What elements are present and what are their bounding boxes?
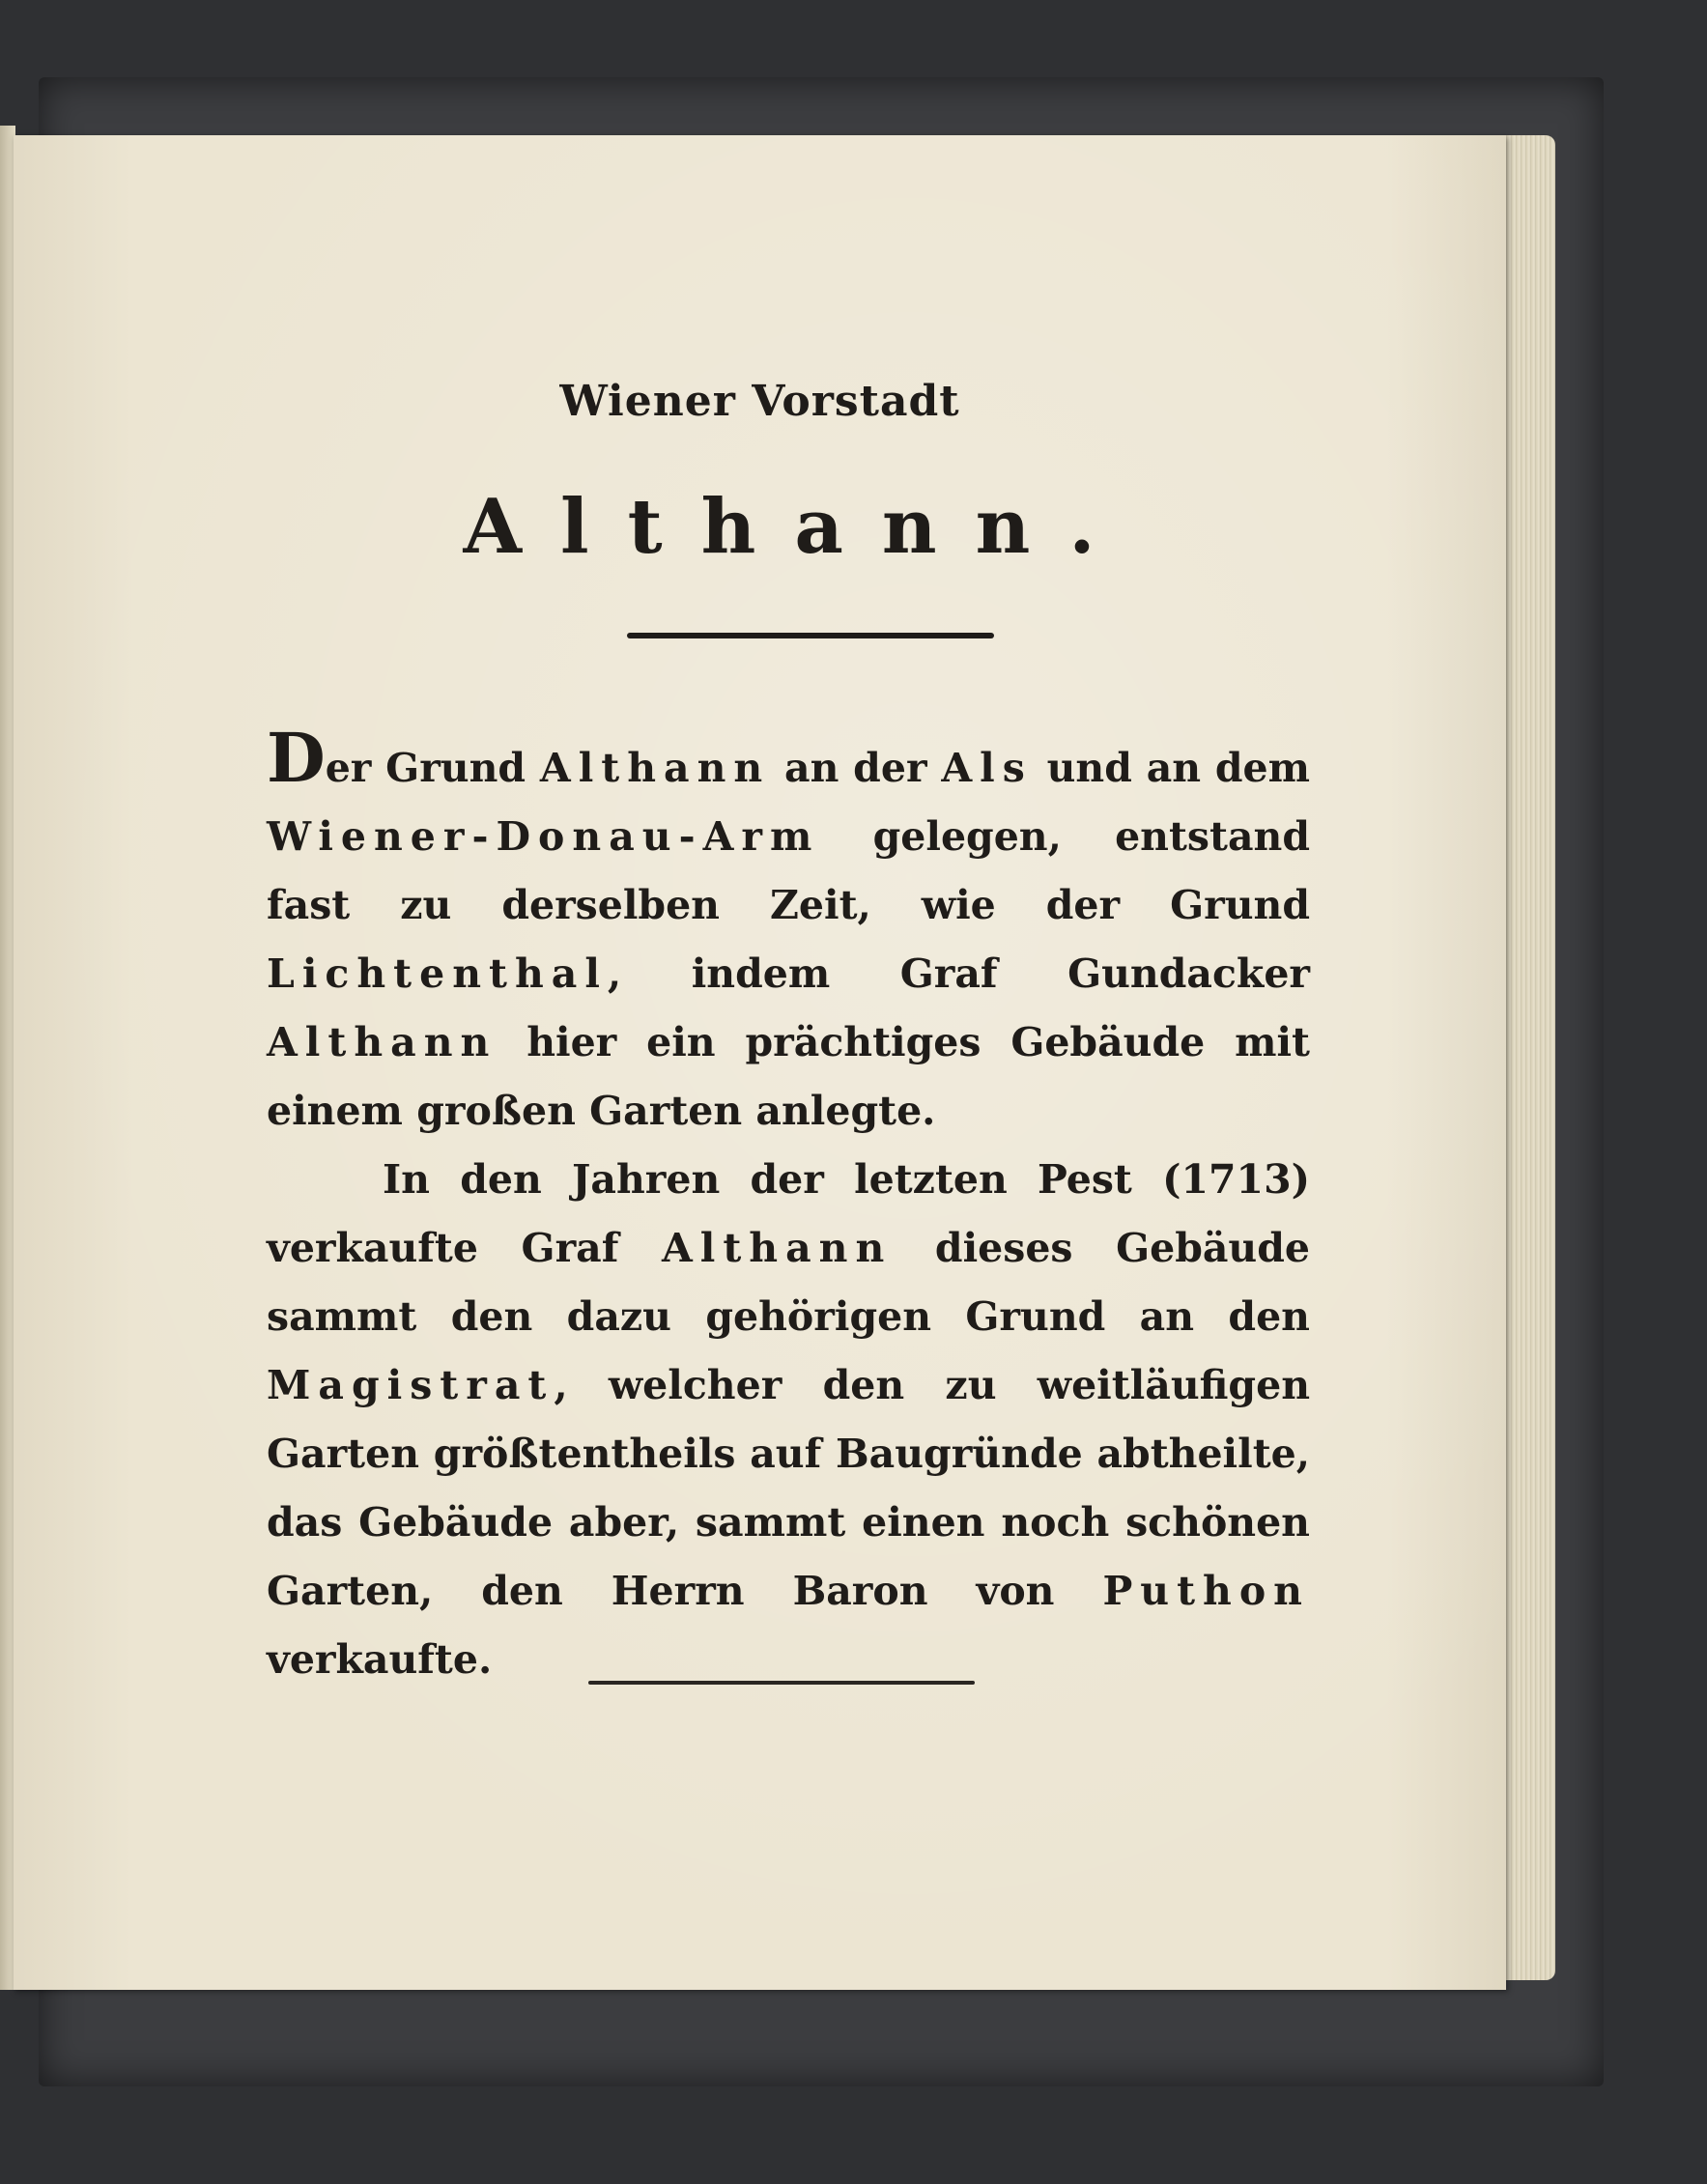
text-segment: verkaufte. [267,1636,493,1683]
text-segment: , welcher den zu weitläufigen Garten größtentheils auf Baugründe abtheilte, das Gebäude aber, sammt einen noch schönen Garten, den Herrn Baron von [267,1362,1310,1614]
paragraph [267,718,1310,1146]
text-segment: und an dem [1032,745,1310,791]
initial-letter: D [267,718,326,798]
page-title: Althann. [463,483,1134,571]
body-text [267,718,1310,1694]
emphasized-name: Lichtenthal [267,950,608,997]
text-segment: dieses Gebäude sammt den dazu gehörigen Grund an den [267,1225,1310,1340]
page-subtitle: Wiener Vorstadt [559,377,960,426]
book-page [14,135,1506,1990]
emphasized-name: Magistrat [267,1362,555,1408]
text-segment: gelegen, entstand fast zu derselben Zeit, wie der Grund [267,813,1310,928]
end-rule [588,1681,975,1685]
emphasized-name: Althann [267,1019,498,1065]
emphasized-name: Althann [661,1225,893,1271]
text-segment: er Grund [325,745,540,791]
emphasized-name: Wiener-Donau-Arm [267,813,820,860]
text-segment: , indem Graf Gundacker [607,950,1310,997]
emphasized-name: Als [941,745,1033,791]
emphasized-name: Puthon [1102,1568,1310,1614]
emphasized-name: Althann [539,745,771,791]
text-segment: hier ein prächtiges Gebäude mit einem großen Garten anlegte. [267,1019,1310,1134]
title-rule [627,633,994,638]
text-segment: an der [770,745,942,791]
paragraph [267,1146,1310,1694]
text-segment: In den Jahren der letzten Pest (1713) verkaufte Graf [267,1156,1310,1271]
